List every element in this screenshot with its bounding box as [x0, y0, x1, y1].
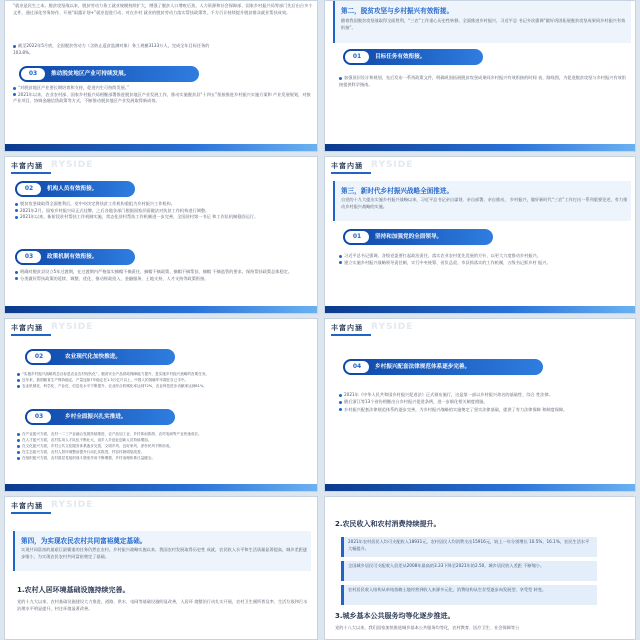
dot-icon	[17, 445, 20, 448]
header-underline	[331, 172, 371, 174]
paragraph	[13, 3, 313, 16]
dot-icon	[17, 439, 20, 442]
paragraph	[339, 75, 629, 88]
pill-label: 乡村振兴配套法律规范体系逐步完善。	[375, 364, 471, 370]
text-line: 2021年以来，农业农村部、国家乡村振兴局相继部署推进脱贫地区产业发展工作，推动实施脱贫县“十四五”衔接推进乡村振兴实施方案和	[18, 91, 272, 97]
paragraph	[15, 269, 311, 282]
subsection-title: 1.农村人居环境基础设施持续完善。	[17, 586, 130, 594]
text-line: 境整治行动扎实开展，农村卫生厕所普及率、生活垃圾和污水治理水平明显提升，村庄环境显著改善。	[17, 599, 308, 611]
section-title: 第二，脱贫攻坚与乡村振兴有效衔接。	[341, 7, 454, 15]
section-pill	[343, 49, 483, 65]
dot-icon	[17, 433, 20, 436]
slide-header	[11, 319, 311, 339]
paragraph	[339, 253, 629, 266]
text-line: “就业是民生之本。脱贫攻坚战以来，脱贫劳动力务工就业规模持续扩大，增强了脱贫人口增收后劲。人力资源和社会保障部、国家乡村振兴局等部门先后出台多个文件，通过深化劳务协作、开展“雨露计划+”就业促进行动、对在乡村	[13, 3, 313, 15]
pill-number: 02	[17, 183, 41, 195]
text-line: 农业机械化、科学化、产业化、信息化水平不断提升，农业综合机械化率达到72%，农业科技进步贡献率达到61%。	[22, 384, 207, 388]
dot-icon	[17, 385, 20, 388]
slide-3	[4, 156, 318, 314]
intro-card	[333, 1, 631, 43]
pill-number: 01	[345, 231, 369, 243]
paragraph	[17, 431, 311, 461]
text-line: 脱贫攻坚战取得全面胜利后，党中央决定将扶贫工作机构重组为乡村振兴工作机构。	[20, 201, 175, 206]
text-line: 就业的脱贫劳动力落实帮扶政策等，千方百计持续提升脱贫群众就业帮扶成效。	[143, 9, 291, 15]
header-underline	[331, 334, 371, 336]
footer-band	[325, 484, 635, 491]
slide-header	[331, 157, 629, 177]
dot-icon	[339, 394, 342, 397]
text-line: 随后浙江等13个省份相继出台乡村振兴促进条例，进一步细化相关制度措施。	[344, 399, 488, 405]
text-line: 2021年农村居民人均可支配收入18931元，农村居民人均消费支出15916元，较上一年分别增长	[348, 539, 528, 544]
paragraph	[341, 197, 629, 210]
text-line: 2021年2月，国家乡村振兴局正式挂牌，之后各地各部门根据国家层面做法对扶贫工作机构进行调整。	[20, 207, 210, 213]
pill-label: 乡村全面振兴扎实推进。	[65, 414, 127, 420]
pill-number: 03	[27, 411, 51, 423]
text-line: 建立实施乡村振兴战略领导责任制，实行中央统筹、省负总责、市县抓落实的工作机制，五级书记抓乡村	[344, 259, 537, 265]
intro-card	[13, 531, 311, 571]
pill-label: 农业现代化加快推进。	[65, 354, 121, 360]
text-line: 在文化振兴方面，乡村公共文化服务体系逐步完善，文明乡风、良好家风、淳朴民风不断形成。	[22, 444, 173, 448]
dot-icon	[15, 277, 18, 280]
pill-number: 04	[345, 361, 369, 373]
text-line: 随着我国脱贫攻坚战取得全面胜利，“三农”工作重心历史性转移，全面推进乡村振兴，习近平总	[341, 18, 518, 23]
footer-band	[5, 144, 317, 151]
text-line: 农村居民收入结构从单纯依赖土地经营到收入来源多元化，消费结构从生存型逐步向发展型、享受型	[348, 587, 533, 592]
text-line: 在生态振兴方面，农村人居环境整治提升行动扎实推进，村容村貌明显改善。	[22, 450, 145, 454]
text-line: 转变。	[533, 587, 547, 592]
dot-icon	[15, 216, 18, 219]
pill-number: 03	[17, 251, 41, 263]
text-line: “对脱贫地区产业要长期培育和支持，促进内生可持续发展。”	[18, 85, 130, 90]
text-line: 全国城乡居民可支配收入倍差从2008年最高的3.33下降至2021年的2.50，城乡居民收入差距	[348, 563, 522, 568]
text-line: 2021年《中华人民共和国乡村振兴促进法》正式颁布施行，这是第一部以乡村振兴命名的基础性、综合	[344, 392, 535, 397]
text-line: 不摘监管的要求，保持帮扶政策总体稳定。	[212, 269, 293, 274]
text-line: 截至2022年5月底，全国脱贫劳动力（含防止返贫监测对象）务工规模3133万人，完成全年目标任务的	[18, 43, 210, 48]
section-title: 第四，为实现农民农村共同富裕奠定基础。	[21, 537, 147, 545]
header-title: 丰富内涵	[331, 162, 363, 170]
dot-icon	[339, 77, 342, 80]
header-title: 丰富内涵	[11, 502, 43, 510]
section-pill	[343, 229, 493, 245]
footer-band	[325, 144, 635, 151]
slide-5	[4, 318, 318, 492]
dot-icon	[17, 373, 20, 376]
paragraph	[335, 625, 631, 632]
paragraph	[21, 547, 309, 560]
text-line: 加强顶层设计和规划，先后发布一系列政策文件，明确巩固拓展脱贫攻坚成果同乡村振兴有效衔接的时间	[344, 75, 537, 80]
dot-icon	[339, 408, 342, 411]
stat-box	[341, 537, 597, 557]
text-line: 明确对脱贫县设立5年过渡期，在过渡期内严格落实摘帽不摘责任、摘帽不摘政策、摘帽不摘帮扶、摘帽	[20, 269, 212, 274]
paragraph	[17, 371, 311, 389]
text-line: 和制度保障。	[542, 406, 568, 412]
text-line: 乡村振兴，做好新时代“三农”工作打出一系列重要论述，有力推动乡村振兴战略的实施。	[341, 197, 628, 209]
paragraph	[339, 391, 631, 413]
section-pill	[343, 359, 543, 375]
slide-8	[324, 496, 636, 640]
section-pill	[25, 409, 175, 425]
text-line: 不断缩小。	[523, 563, 545, 568]
header-title: 丰富内涵	[11, 324, 43, 332]
footer-band	[5, 306, 317, 313]
header-title: 丰富内涵	[331, 324, 363, 332]
text-line: 性法律。	[536, 392, 553, 397]
header-watermark: RYSIDE	[371, 322, 414, 332]
section-pill	[15, 181, 135, 197]
section-title: 第三，新时代乡村振兴战略全面推进。	[341, 187, 454, 195]
dot-icon	[15, 203, 18, 206]
slide-header	[11, 497, 311, 517]
stat-box	[341, 561, 597, 581]
pill-label: 坚持和加强党的全面领导。	[375, 234, 443, 240]
slide-1	[4, 0, 318, 152]
dot-icon	[13, 87, 16, 90]
stat-box	[341, 585, 597, 605]
header-title: 丰富内涵	[11, 162, 43, 170]
header-watermark: RYSIDE	[51, 322, 94, 332]
text-line: 成就，农民收入水平和生活质量显著提高，城乡差距逐步缩小，为实现农民农村共同富裕奠定了基础。	[21, 547, 308, 559]
intro-card	[333, 181, 631, 221]
text-line: 乡村振兴配套法律规范体系的逐步完善，为乡村振兴战略的实施奠定了坚实法律基础，提供了有力法律保障	[344, 406, 541, 412]
slide-header	[331, 319, 629, 339]
slide-4	[324, 156, 636, 314]
section-pill	[15, 249, 135, 265]
text-line: 2021年以来，新阶段驻村帮扶工作机制实施，常态化驻村帮扶工作机制进一步完善，全国驻村第一书记	[20, 214, 211, 220]
text-line: 在产业振兴方面，农村一二三产业融合发展持续推进，农产品加工业、乡村休闲旅游、农村电商等产业快速成长。	[22, 432, 202, 436]
pill-number: 03	[21, 68, 45, 80]
text-line: 党的十九大以来，农村基础设施建设大力推进，道路、供水、电网等基础设施明显改善，人居环	[17, 599, 193, 604]
pill-label: 推动脱贫地区产业可持续发展。	[51, 71, 130, 77]
text-line: 在人才振兴方面，农村实用人才队伍不断壮大，返乡入乡创业创新人员持续增加。	[22, 438, 152, 442]
subsection-title: 3.城乡基本公共服务均等化逐步推进。	[335, 612, 455, 620]
dot-icon	[15, 209, 18, 212]
text-line: 党的十八大以来，我们国家加快推进城乡基本公共服务均等化，农村教育、医疗卫生、社会保障等公	[335, 625, 520, 630]
header-underline	[11, 172, 51, 174]
text-line: 习近平总书记强调，各级党委要扛起政治责任，落实农业农村优先发展的方针，以更大力度推动乡村振兴。	[344, 253, 541, 258]
footer-band	[325, 306, 635, 313]
text-line: 近年来，我国粮食生产保持稳定，产量连续7年稳定在1.3万亿斤以上，中国人的饭碗牢牢端在自己手中。	[22, 378, 189, 382]
subsection-title: 2.农民收入和农村消费持续提升。	[335, 520, 441, 528]
slide-6	[324, 318, 636, 492]
slide-header	[11, 157, 311, 177]
dot-icon	[17, 379, 20, 382]
section-pill	[25, 349, 175, 365]
text-line: 振兴。	[537, 259, 551, 265]
text-line: 产业发展规划，对接产业项目，协调金融信贷政策等方式，不断推动脱贫地区产业发展取得新成效。	[13, 91, 311, 104]
paragraph	[17, 599, 311, 612]
text-line: “实施乡村振兴战略的总目标是农业农村现代化”，粮食安全产品供给保障能力提升，是实施乡村振兴战略的首要任务。	[22, 372, 210, 376]
dot-icon	[339, 255, 342, 258]
text-line: 表、路线图，为促进脱贫攻坚与乡村振兴有效衔接提供科学指南。	[339, 75, 626, 87]
text-line: 在组织振兴方面，农村基层党组织战斗堡垒作用不断增强，乡村治理体系日益健全。	[22, 456, 155, 460]
paragraph	[15, 201, 311, 221]
dot-icon	[17, 457, 20, 460]
footer-band	[5, 484, 317, 491]
text-line: 实现共同富裕的最艰巨最繁重的任务仍然在农村。乡村振兴战略实施以来，我国农村发展取得历史性	[21, 547, 206, 552]
dot-icon	[13, 93, 16, 96]
slide-7	[4, 496, 318, 640]
pill-label: 机构人员有效衔接。	[47, 186, 98, 192]
text-line: 分类做好帮扶政策的延续、调整、优化、推动财政投入、金融服务、土地支持、人才支持等政策衔接。	[20, 275, 209, 281]
text-line: 103.8%。	[13, 49, 34, 55]
paragraph	[13, 85, 313, 105]
header-watermark: RYSIDE	[51, 160, 94, 170]
pill-number: 01	[345, 51, 369, 63]
pill-number: 02	[27, 351, 51, 363]
header-watermark: RYSIDE	[371, 160, 414, 170]
pill-label: 政策机制有效衔接。	[47, 254, 98, 260]
header-underline	[11, 512, 51, 514]
dot-icon	[13, 45, 16, 48]
dot-icon	[339, 401, 342, 404]
dot-icon	[339, 261, 342, 264]
header-watermark: RYSIDE	[51, 500, 94, 510]
text-line: 10.5%、16.1%，农民生活水平大幅提升。	[348, 539, 590, 551]
header-underline	[11, 334, 51, 336]
dot-icon	[17, 451, 20, 454]
slide-2	[324, 0, 636, 152]
section-pill	[19, 66, 199, 82]
text-line: 自党的十九大提出实施乡村振兴战略以来，习近平总书记亲自谋划、亲自部署、亲自推动，	[341, 197, 509, 202]
pill-label: 目标任务有效衔接。	[375, 54, 426, 60]
dot-icon	[15, 271, 18, 274]
paragraph	[13, 43, 313, 56]
text-line: 书记多次强调“做好巩固拓展脱贫攻坚成果同乡村振兴有效衔接”。	[341, 18, 626, 30]
text-line: 和工作队机制稳固运行。	[212, 214, 259, 220]
paragraph	[341, 18, 629, 31]
